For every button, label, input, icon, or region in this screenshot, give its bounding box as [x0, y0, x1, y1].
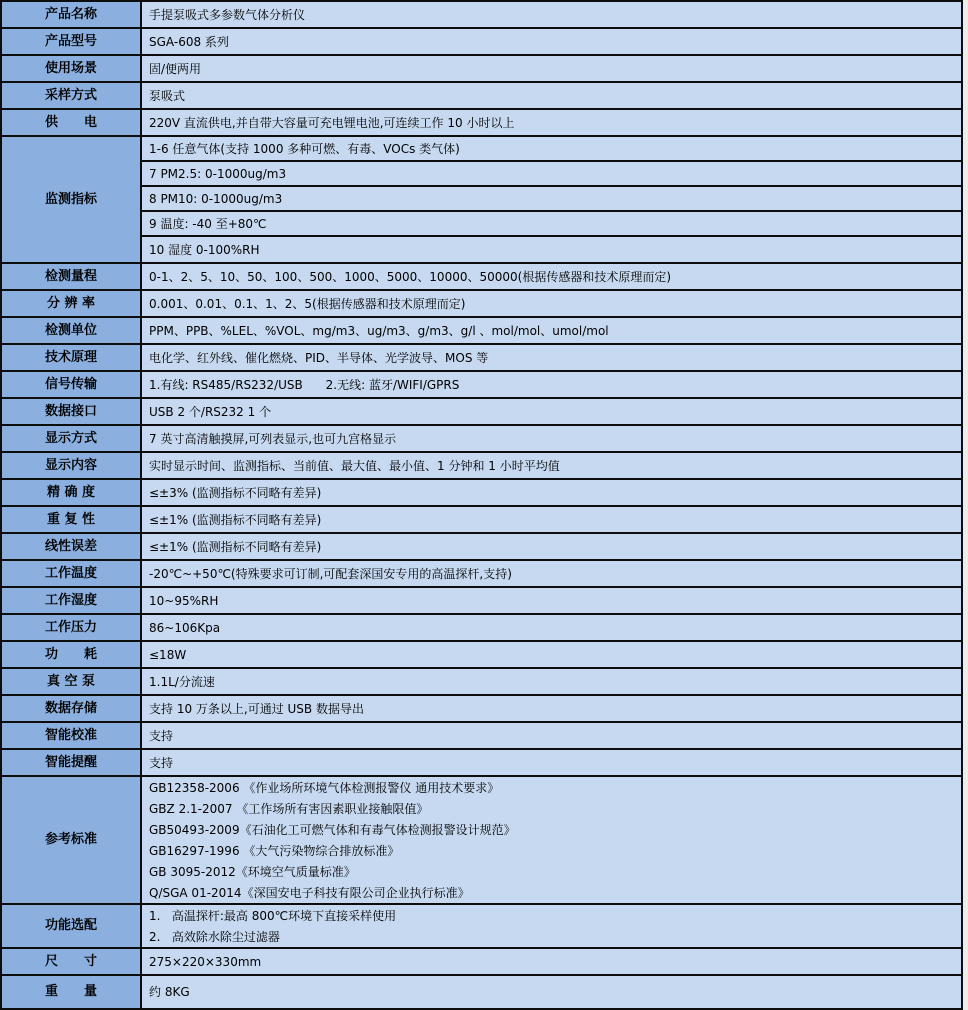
table-row	[2, 2, 961, 29]
value-line: GB12358-2006 《作业场所环境气体检测报警仪 通用技术要求》	[149, 780, 500, 795]
value-line: PPM、PPB、%LEL、%VOL、mg/m3、ug/m3、g/m3、g/l 、mol/mol、umol/mol	[149, 323, 609, 338]
row-value-cell	[142, 777, 961, 903]
row-value-cell	[142, 453, 961, 478]
value-line: SGA-608 系列	[149, 34, 229, 49]
row-value-cell	[142, 669, 961, 694]
row-value-cell	[142, 507, 961, 532]
value-line: 275×220×330mm	[149, 954, 262, 969]
value-line: 实时显示时间、监测指标、当前值、最大值、最小值、1 分钟和 1 小时平均值	[149, 458, 560, 473]
row-value-cell	[142, 372, 961, 397]
table-row	[2, 723, 961, 750]
row-value-cell	[142, 56, 961, 81]
row-value-cell	[142, 949, 961, 974]
row-value-cell	[142, 110, 961, 135]
row-label: 检测单位	[2, 318, 142, 343]
value-line: 0-1、2、5、10、50、100、500、1000、5000、10000、50000(根据传感器和技术原理而定)	[149, 269, 672, 284]
table-row	[2, 669, 961, 696]
value-line: 泵吸式	[149, 88, 186, 103]
value-line: ≤±3% (监测指标不同略有差异)	[149, 485, 322, 500]
table-row	[2, 372, 961, 399]
table-row	[2, 399, 961, 426]
row-label: 重 量	[2, 976, 142, 1008]
value-line: 手提泵吸式多参数气体分析仪	[149, 7, 306, 22]
table-row	[2, 750, 961, 777]
table-row	[2, 949, 961, 976]
sub-row-value: 10 湿度 0-100%RH	[149, 242, 260, 257]
row-value-cell	[142, 588, 961, 613]
sub-row-value: 9 温度: -40 至+80℃	[142, 212, 961, 237]
row-label: 检测量程	[2, 264, 142, 289]
row-value-cell	[142, 561, 961, 586]
sub-row-value: 1-6 任意气体(支持 1000 多种可燃、有毒、VOCs 类气体)	[142, 137, 961, 162]
row-value-cell	[142, 399, 961, 424]
row-label: 工作温度	[2, 561, 142, 586]
value-line: 支持	[149, 755, 174, 770]
value-line: GB16297-1996 《大气污染物综合排放标准》	[149, 843, 400, 858]
row-value-cell	[142, 2, 961, 27]
value-line: GB50493-2009《石油化工可燃气体和有毒气体检测报警设计规范》	[149, 822, 516, 837]
row-label: 真 空 泵	[2, 669, 142, 694]
table-row	[2, 83, 961, 110]
value-line: 约 8KG	[149, 985, 190, 999]
row-label: 功能选配	[2, 905, 142, 947]
sub-row-value: 8 PM10: 0-1000ug/m3	[142, 187, 961, 212]
row-label: 分 辨 率	[2, 291, 142, 316]
row-label: 线性误差	[2, 534, 142, 559]
row-label: 供 电	[2, 110, 142, 135]
row-value-cell	[142, 29, 961, 54]
row-label: 重 复 性	[2, 507, 142, 532]
row-value-cell	[142, 480, 961, 505]
table-row	[2, 976, 961, 1008]
row-label: 工作湿度	[2, 588, 142, 613]
row-label: 参考标准	[2, 777, 142, 903]
value-line: 7 英寸高清触摸屏,可列表显示,也可九宫格显示	[149, 431, 397, 446]
row-value-cell	[142, 750, 961, 775]
value-line: ≤18W	[149, 647, 187, 662]
value-line: GBZ 2.1-2007 《工作场所有害因素职业接触限值》	[149, 801, 429, 816]
table-row	[2, 110, 961, 137]
table-row	[2, 480, 961, 507]
value-line: 1.有线: RS485/RS232/USB 2.无线: 蓝牙/WIFI/GPRS	[149, 377, 460, 392]
row-label: 使用场景	[2, 56, 142, 81]
row-value-cell	[142, 642, 961, 667]
row-value-cell	[142, 137, 961, 262]
table-row	[2, 507, 961, 534]
table-row	[2, 264, 961, 291]
row-value-cell	[142, 264, 961, 289]
row-label: 采样方式	[2, 83, 142, 108]
value-line: 支持	[149, 728, 174, 743]
row-label: 智能提醒	[2, 750, 142, 775]
value-line: 220V 直流供电,并自带大容量可充电锂电池,可连续工作 10 小时以上	[149, 115, 515, 130]
value-line: 10~95%RH	[149, 593, 219, 608]
table-row	[2, 777, 961, 905]
row-label: 数据接口	[2, 399, 142, 424]
row-label: 功 耗	[2, 642, 142, 667]
value-line: 电化学、红外线、催化燃烧、PID、半导体、光学波导、MOS 等	[149, 350, 489, 365]
table-row	[2, 642, 961, 669]
row-value-cell	[142, 905, 961, 947]
row-value-cell	[142, 426, 961, 451]
row-label: 显示内容	[2, 453, 142, 478]
table-row	[2, 534, 961, 561]
row-label: 精 确 度	[2, 480, 142, 505]
table-row	[2, 345, 961, 372]
table-row	[2, 291, 961, 318]
value-line: 支持 10 万条以上,可通过 USB 数据导出	[149, 701, 364, 716]
row-label: 尺 寸	[2, 949, 142, 974]
row-label: 智能校准	[2, 723, 142, 748]
value-line: 1.1L/分流速	[149, 674, 215, 689]
value-line: ≤±1% (监测指标不同略有差异)	[149, 512, 322, 527]
row-value-cell	[142, 291, 961, 316]
value-line: 1. 高温探杆:最高 800℃环境下直接采样使用	[149, 908, 397, 923]
value-line: -20℃~+50℃(特殊要求可订制,可配套深国安专用的高温探杆,支持)	[149, 566, 512, 581]
table-row	[2, 696, 961, 723]
value-line: 86~106Kpa	[149, 620, 221, 635]
value-line: 0.001、0.01、0.1、1、2、5(根据传感器和技术原理而定)	[149, 296, 466, 311]
table-row	[2, 426, 961, 453]
table-row	[2, 615, 961, 642]
table-row	[2, 56, 961, 83]
row-label: 信号传输	[2, 372, 142, 397]
row-value-cell	[142, 696, 961, 721]
row-value-cell	[142, 318, 961, 343]
table-row	[2, 137, 961, 264]
value-line: ≤±1% (监测指标不同略有差异)	[149, 539, 322, 554]
table-row	[2, 561, 961, 588]
value-line: Q/SGA 01-2014《深国安电子科技有限公司企业执行标准》	[149, 885, 470, 900]
row-value-cell	[142, 723, 961, 748]
row-label: 工作压力	[2, 615, 142, 640]
sub-row-value: 7 PM2.5: 0-1000ug/m3	[142, 162, 961, 187]
value-line: GB 3095-2012《环境空气质量标准》	[149, 864, 356, 879]
table-row	[2, 29, 961, 56]
value-line: 固/便两用	[149, 61, 202, 76]
value-line: USB 2 个/RS232 1 个	[149, 404, 272, 419]
row-label: 产品名称	[2, 2, 142, 27]
row-label: 监测指标	[2, 137, 142, 262]
row-label: 数据存储	[2, 696, 142, 721]
row-label: 技术原理	[2, 345, 142, 370]
row-value-cell	[142, 345, 961, 370]
table-row	[2, 318, 961, 345]
row-value-cell	[142, 534, 961, 559]
table-row	[2, 588, 961, 615]
row-value-cell	[142, 976, 961, 1008]
table-row	[2, 905, 961, 949]
row-value-cell	[142, 615, 961, 640]
table-row	[2, 453, 961, 480]
row-label: 显示方式	[2, 426, 142, 451]
row-value-cell	[142, 83, 961, 108]
value-line: 2. 高效除水除尘过滤器	[149, 929, 280, 944]
row-label: 产品型号	[2, 29, 142, 54]
